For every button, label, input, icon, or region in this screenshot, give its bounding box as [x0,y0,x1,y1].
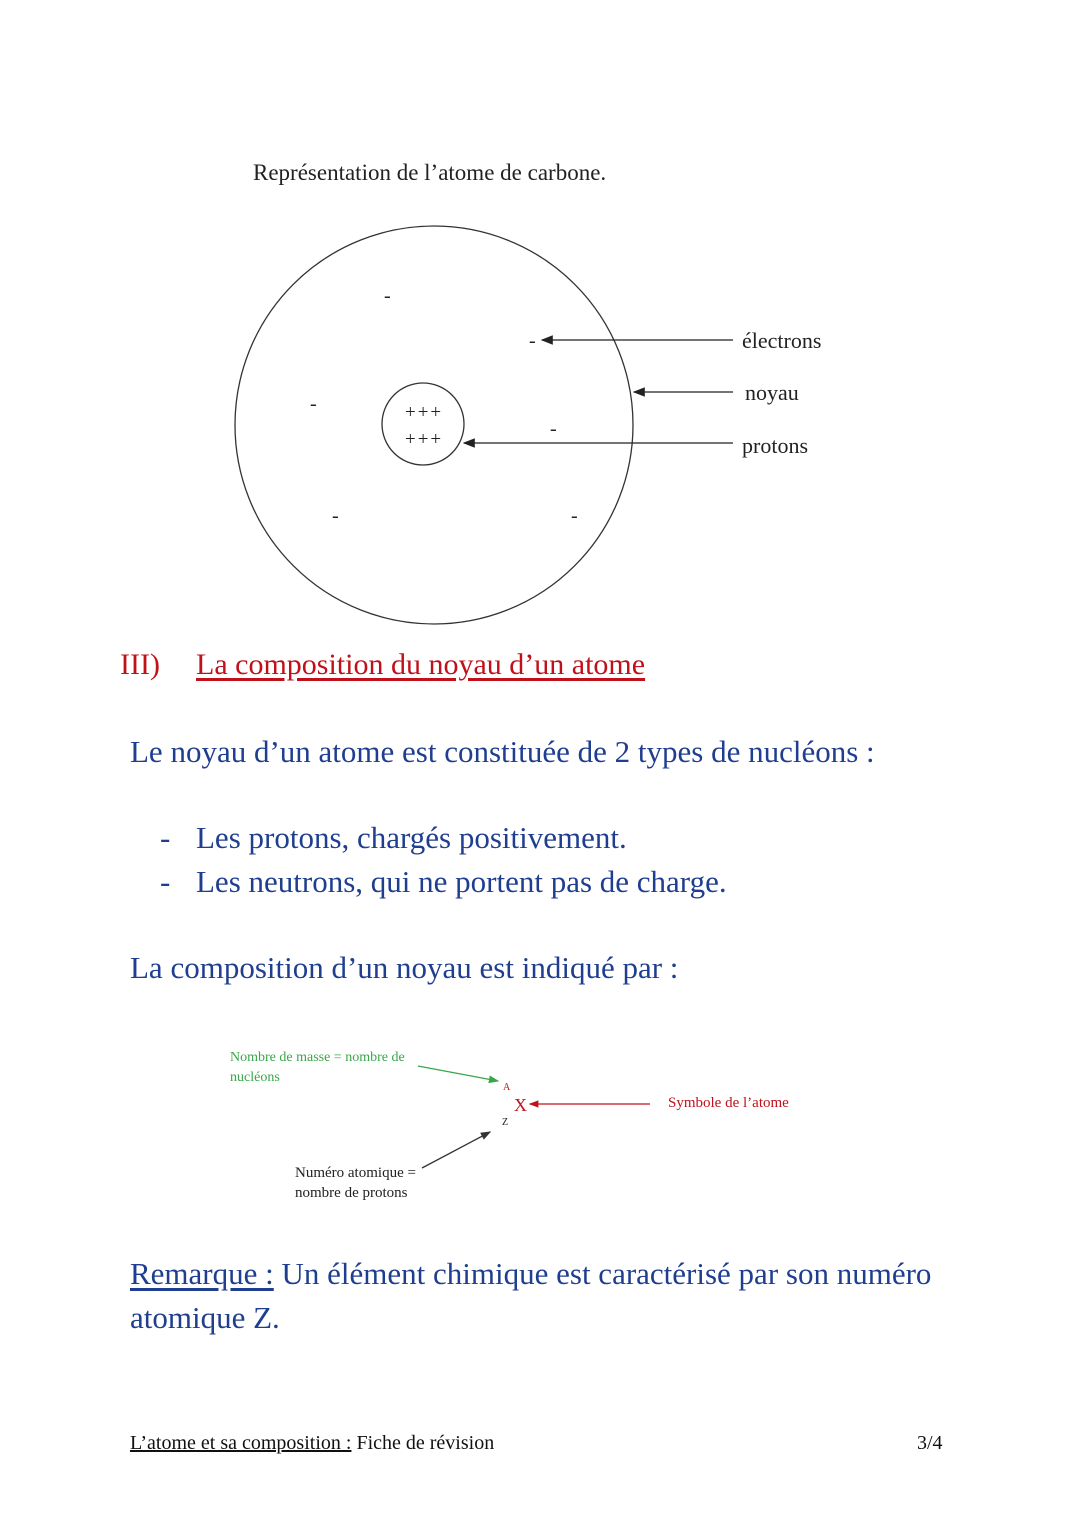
bullet-text: Les neutrons, qui ne portent pas de charge. [196,864,727,899]
remark-keyword: Remarque : [130,1256,274,1291]
electron-mark: - [310,393,317,415]
electron-mark: - [571,505,578,527]
atomic-arrow [422,1132,490,1168]
footer-title-underlined: L’atome et sa composition : [130,1432,352,1454]
page-number: 3/4 [917,1432,943,1454]
label-noyau: noyau [745,380,799,405]
remark-paragraph [130,1252,950,1340]
element-symbol: X [514,1095,527,1115]
atomic-number-label: Numéro atomique = nombre de protons [295,1165,416,1201]
nucleus-plus-bottom: +++ [405,429,444,450]
symbol-label: Symbole de l’atome [668,1095,789,1111]
atom-figure-caption: Représentation de l’atome de carbone. [253,160,607,185]
electron-mark: - [529,330,536,352]
bullet-dash: - [160,820,171,855]
electron-mark: - [550,418,557,440]
label-protons: protons [742,433,808,458]
nucleus-plus-top: +++ [405,402,444,423]
mass-number-label: Nombre de masse = nombre de nucléons [230,1050,405,1085]
label-electrons: électrons [742,328,822,353]
footer-title [130,1432,494,1455]
remark-text: Un élément chimique est caractérisé par son numéro atomique Z. [130,1256,932,1335]
section-number: III) [120,648,160,681]
electron-mark: - [384,285,391,307]
bullet-dash: - [160,864,171,899]
composition-intro: La composition d’un noyau est indiqué par : [130,950,679,985]
bullet-text: Les protons, chargés positivement. [196,820,627,855]
footer-title-rest: Fiche de révision [351,1432,495,1454]
mass-number-sup: A [503,1082,511,1093]
electron-mark: - [332,505,339,527]
intro-paragraph: Le noyau d’un atome est constituée de 2 types de nucléons : [130,734,875,769]
mass-arrow [418,1066,498,1081]
section-title: La composition du noyau d’un atome [196,648,646,681]
atomic-number-sub: Z [502,1117,509,1128]
